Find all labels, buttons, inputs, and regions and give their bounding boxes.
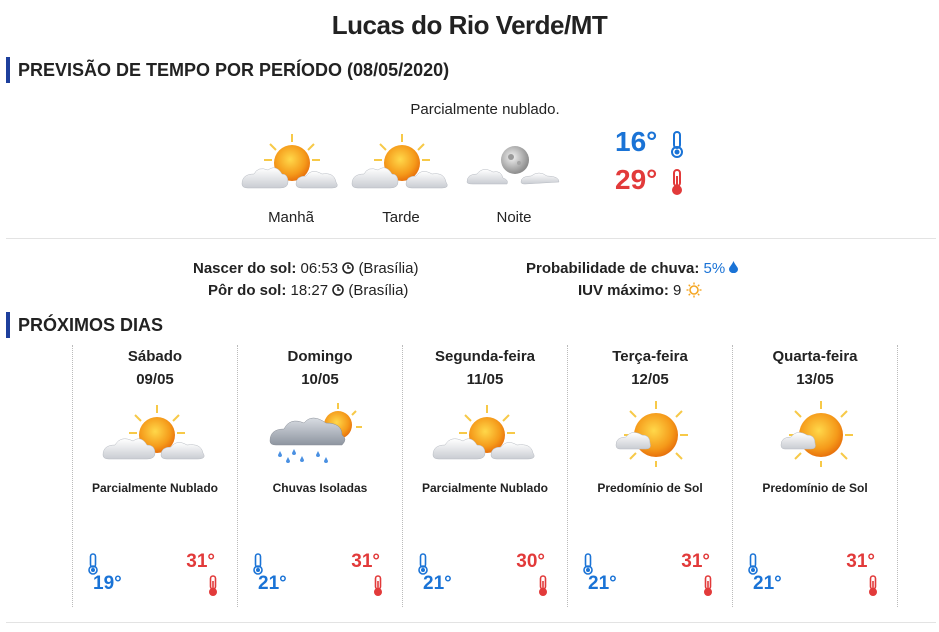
day-name: Quarta-feira (772, 348, 858, 365)
day-temp-max: 31° (351, 551, 380, 572)
rain-probability-row (526, 260, 738, 277)
day-temp-min: 21° (258, 573, 287, 594)
next-days-heading: PRÓXIMOS DIAS (6, 312, 163, 338)
day-temp-max: 31° (846, 551, 875, 572)
partly-cloudy-sun-icon (236, 130, 346, 196)
day-temp-max: 31° (681, 551, 710, 572)
sunset-row (208, 282, 408, 299)
day-temp-min: 21° (588, 573, 617, 594)
day-date: 09/05 (136, 371, 174, 388)
rain-cloud-sun-icon (264, 401, 376, 467)
thermometer-cold-icon (747, 553, 759, 575)
period-label: Tarde (382, 209, 420, 226)
day-condition: Parcialmente Nublado (91, 481, 219, 495)
clock-icon (332, 284, 344, 296)
thermometer-hot-icon (669, 168, 685, 196)
sunset-value: 18:27 (290, 282, 329, 299)
period-description: Parcialmente nublado. (410, 101, 560, 118)
sunrise-label: Nascer do sol: (193, 260, 297, 277)
sunset-label: Pôr do sol: (208, 282, 287, 299)
thermometer-cold-icon (87, 553, 99, 575)
day-date: 11/05 (466, 371, 504, 388)
day-temp-min: 21° (753, 573, 782, 594)
clock-icon (342, 262, 354, 274)
sunrise-tz: (Brasília) (358, 260, 419, 277)
mostly-sunny-icon (759, 401, 871, 467)
thermometer-cold-icon (669, 130, 685, 158)
day-temp-min: 19° (93, 573, 122, 594)
day-date: 12/05 (631, 371, 669, 388)
uv-index-row (578, 282, 702, 299)
divider (6, 622, 936, 623)
thermometer-cold-icon (252, 553, 264, 575)
city-title: Lucas do Rio Verde/MT (331, 10, 608, 40)
day-card (72, 345, 237, 607)
period-morning (236, 130, 346, 226)
partly-cloudy-sun-icon (429, 401, 541, 467)
thermometer-hot-icon (702, 575, 714, 597)
period-label: Noite (496, 209, 532, 226)
temp-min-value: 16° (615, 126, 658, 157)
sunrise-value: 06:53 (300, 260, 339, 277)
partly-cloudy-sun-icon (346, 130, 456, 196)
day-condition: Predomínio de Sol (597, 481, 703, 495)
period-label: Manhã (268, 209, 314, 226)
day-date: 13/05 (796, 371, 834, 388)
mostly-sunny-icon (594, 401, 706, 467)
thermometer-hot-icon (372, 575, 384, 597)
cloudy-moon-icon (459, 130, 569, 196)
temp-min-today (615, 126, 685, 158)
rain-label: Probabilidade de chuva: (526, 260, 700, 277)
uv-value: 9 (673, 282, 682, 299)
thermometer-cold-icon (582, 553, 594, 575)
day-card (732, 345, 898, 607)
day-name: Terça-feira (612, 348, 688, 365)
day-condition: Predomínio de Sol (762, 481, 868, 495)
day-condition: Parcialmente Nublado (421, 481, 549, 495)
day-name: Segunda-feira (434, 348, 536, 365)
sunrise-row (193, 260, 418, 277)
rain-value: 5% (703, 260, 726, 277)
day-name: Domingo (287, 348, 353, 365)
day-temp-min: 21° (423, 573, 452, 594)
day-condition: Chuvas Isoladas (272, 481, 368, 495)
day-date: 10/05 (301, 371, 339, 388)
thermometer-hot-icon (207, 575, 219, 597)
day-card (402, 345, 567, 607)
divider (6, 238, 936, 239)
day-temp-max: 31° (186, 551, 215, 572)
uv-label: IUV máximo: (578, 282, 669, 299)
next-days-grid (72, 345, 898, 607)
period-afternoon (346, 130, 456, 226)
partly-cloudy-sun-icon (99, 401, 211, 467)
sunset-tz: (Brasília) (348, 282, 409, 299)
water-drop-icon (729, 261, 738, 273)
thermometer-hot-icon (867, 575, 879, 597)
temp-max-value: 29° (615, 164, 658, 195)
sun-icon (686, 282, 702, 298)
thermometer-hot-icon (537, 575, 549, 597)
thermometer-cold-icon (417, 553, 429, 575)
day-temp-max: 30° (516, 551, 545, 572)
temp-max-today (615, 164, 685, 196)
period-forecast-heading: PREVISÃO DE TEMPO POR PERÍODO (08/05/2020) (6, 57, 449, 83)
period-night (459, 130, 569, 226)
day-card (237, 345, 402, 607)
day-card (567, 345, 732, 607)
day-name: Sábado (127, 348, 183, 365)
